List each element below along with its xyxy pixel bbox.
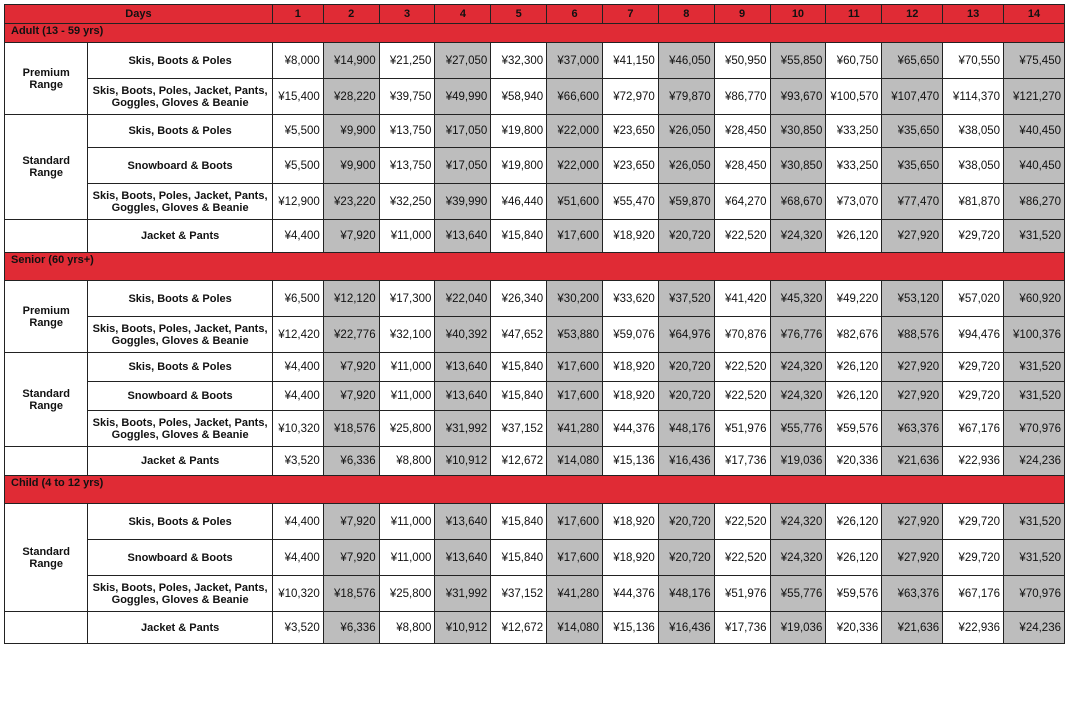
price-cell: ¥24,236 [1004,447,1065,476]
item-label: Skis, Boots, Poles, Jacket, Pants, Goggles, Gloves & Beanie [88,79,272,115]
range-label [5,447,88,476]
price-cell: ¥39,990 [435,184,491,220]
price-cell: ¥29,720 [943,382,1004,411]
price-cell: ¥4,400 [272,504,323,540]
price-cell: ¥47,652 [491,317,547,353]
item-label: Skis, Boots & Poles [88,504,272,540]
price-cell: ¥11,000 [379,504,435,540]
days-header: Days [5,5,273,24]
price-cell: ¥17,736 [714,447,770,476]
price-cell: ¥67,176 [943,411,1004,447]
table-row [5,220,1065,253]
range-label: Premium Range [5,43,88,115]
price-cell: ¥4,400 [272,353,323,382]
price-cell: ¥79,870 [658,79,714,115]
price-cell: ¥20,720 [658,382,714,411]
table-row [5,281,1065,317]
price-cell: ¥19,036 [770,612,826,644]
price-cell: ¥19,036 [770,447,826,476]
price-cell: ¥17,050 [435,115,491,148]
price-cell: ¥10,320 [272,576,323,612]
price-cell: ¥86,270 [1004,184,1065,220]
price-cell: ¥45,320 [770,281,826,317]
day-header-1: 1 [272,5,323,24]
price-cell: ¥8,800 [379,612,435,644]
price-cell: ¥75,450 [1004,43,1065,79]
price-cell: ¥22,936 [943,612,1004,644]
item-label: Snowboard & Boots [88,540,272,576]
price-cell: ¥3,520 [272,447,323,476]
price-cell: ¥22,520 [714,220,770,253]
item-label: Skis, Boots & Poles [88,281,272,317]
price-cell: ¥24,236 [1004,612,1065,644]
price-cell: ¥46,050 [658,43,714,79]
price-cell: ¥100,570 [826,79,882,115]
price-cell: ¥51,976 [714,411,770,447]
range-label: Premium Range [5,281,88,353]
item-label: Skis, Boots, Poles, Jacket, Pants, Goggles, Gloves & Beanie [88,184,272,220]
price-cell: ¥6,336 [323,612,379,644]
price-cell: ¥55,776 [770,411,826,447]
price-cell: ¥93,670 [770,79,826,115]
price-cell: ¥15,840 [491,220,547,253]
price-cell: ¥23,650 [602,148,658,184]
price-cell: ¥31,992 [435,576,491,612]
category-row [5,24,1065,43]
table-row [5,115,1065,148]
price-cell: ¥60,750 [826,43,882,79]
price-cell: ¥22,936 [943,447,1004,476]
price-cell: ¥31,520 [1004,504,1065,540]
price-cell: ¥17,600 [547,504,603,540]
price-cell: ¥19,800 [491,115,547,148]
price-cell: ¥31,520 [1004,540,1065,576]
table-row [5,79,1065,115]
price-cell: ¥55,470 [602,184,658,220]
header-row [5,5,1065,24]
price-cell: ¥37,000 [547,43,603,79]
price-cell: ¥63,376 [882,411,943,447]
price-cell: ¥20,720 [658,220,714,253]
price-cell: ¥13,640 [435,540,491,576]
category-title: Child (4 to 12 yrs) [5,476,1065,504]
table-row [5,612,1065,644]
price-cell: ¥22,520 [714,504,770,540]
price-cell: ¥4,400 [272,382,323,411]
price-cell: ¥48,176 [658,576,714,612]
price-cell: ¥14,080 [547,447,603,476]
price-cell: ¥17,050 [435,148,491,184]
price-cell: ¥20,720 [658,353,714,382]
price-cell: ¥24,320 [770,382,826,411]
price-cell: ¥27,920 [882,220,943,253]
price-cell: ¥13,640 [435,382,491,411]
category-title: Senior (60 yrs+) [5,253,1065,281]
price-cell: ¥40,392 [435,317,491,353]
range-label [5,220,88,253]
day-header-11: 11 [826,5,882,24]
item-label: Skis, Boots & Poles [88,43,272,79]
price-cell: ¥29,720 [943,353,1004,382]
price-cell: ¥29,720 [943,220,1004,253]
price-cell: ¥59,576 [826,576,882,612]
table-row [5,540,1065,576]
price-cell: ¥72,970 [602,79,658,115]
item-label: Skis, Boots & Poles [88,353,272,382]
price-cell: ¥26,340 [491,281,547,317]
category-row [5,253,1065,281]
price-cell: ¥31,520 [1004,353,1065,382]
table-row [5,504,1065,540]
price-cell: ¥25,800 [379,576,435,612]
price-cell: ¥12,420 [272,317,323,353]
price-cell: ¥22,520 [714,540,770,576]
item-label: Skis, Boots, Poles, Jacket, Pants, Goggles, Gloves & Beanie [88,411,272,447]
price-cell: ¥32,300 [491,43,547,79]
price-cell: ¥6,336 [323,447,379,476]
item-label: Skis, Boots & Poles [88,115,272,148]
table-body [5,5,1065,644]
range-label: Standard Range [5,353,88,447]
day-header-12: 12 [882,5,943,24]
price-cell: ¥26,120 [826,382,882,411]
price-cell: ¥4,400 [272,540,323,576]
price-cell: ¥6,500 [272,281,323,317]
table-row [5,43,1065,79]
price-cell: ¥86,770 [714,79,770,115]
price-cell: ¥17,600 [547,353,603,382]
price-cell: ¥22,776 [323,317,379,353]
price-cell: ¥38,050 [943,148,1004,184]
price-cell: ¥35,650 [882,115,943,148]
price-cell: ¥40,450 [1004,115,1065,148]
price-cell: ¥77,470 [882,184,943,220]
price-cell: ¥22,040 [435,281,491,317]
price-cell: ¥13,640 [435,220,491,253]
price-cell: ¥15,840 [491,353,547,382]
price-cell: ¥53,880 [547,317,603,353]
price-cell: ¥35,650 [882,148,943,184]
price-cell: ¥31,992 [435,411,491,447]
price-cell: ¥21,636 [882,447,943,476]
price-cell: ¥67,176 [943,576,1004,612]
price-cell: ¥48,176 [658,411,714,447]
price-cell: ¥41,150 [602,43,658,79]
price-cell: ¥18,920 [602,220,658,253]
price-cell: ¥57,020 [943,281,1004,317]
price-cell: ¥26,120 [826,353,882,382]
price-cell: ¥70,876 [714,317,770,353]
day-header-10: 10 [770,5,826,24]
price-cell: ¥16,436 [658,447,714,476]
price-cell: ¥29,720 [943,504,1004,540]
price-cell: ¥59,870 [658,184,714,220]
price-cell: ¥32,100 [379,317,435,353]
price-cell: ¥10,912 [435,447,491,476]
price-cell: ¥41,280 [547,576,603,612]
day-header-5: 5 [491,5,547,24]
rental-price-table [4,4,1065,644]
price-cell: ¥37,152 [491,411,547,447]
price-cell: ¥15,840 [491,540,547,576]
price-cell: ¥28,220 [323,79,379,115]
price-cell: ¥22,520 [714,382,770,411]
price-cell: ¥64,270 [714,184,770,220]
price-cell: ¥21,250 [379,43,435,79]
table-row [5,447,1065,476]
price-cell: ¥20,336 [826,612,882,644]
price-cell: ¥68,670 [770,184,826,220]
price-cell: ¥4,400 [272,220,323,253]
price-cell: ¥22,000 [547,148,603,184]
price-cell: ¥17,300 [379,281,435,317]
price-cell: ¥59,076 [602,317,658,353]
price-cell: ¥18,920 [602,504,658,540]
price-cell: ¥66,600 [547,79,603,115]
price-cell: ¥28,450 [714,148,770,184]
price-cell: ¥37,152 [491,576,547,612]
price-cell: ¥50,950 [714,43,770,79]
price-cell: ¥17,600 [547,220,603,253]
category-row [5,476,1065,504]
price-cell: ¥64,976 [658,317,714,353]
price-cell: ¥11,000 [379,540,435,576]
price-cell: ¥46,440 [491,184,547,220]
price-cell: ¥23,220 [323,184,379,220]
item-label: Jacket & Pants [88,612,272,644]
price-cell: ¥12,900 [272,184,323,220]
table-row [5,576,1065,612]
price-cell: ¥55,850 [770,43,826,79]
price-cell: ¥15,400 [272,79,323,115]
price-cell: ¥114,370 [943,79,1004,115]
price-cell: ¥107,470 [882,79,943,115]
price-cell: ¥121,270 [1004,79,1065,115]
price-cell: ¥60,920 [1004,281,1065,317]
price-cell: ¥32,250 [379,184,435,220]
price-cell: ¥7,920 [323,382,379,411]
price-cell: ¥20,720 [658,540,714,576]
item-label: Skis, Boots, Poles, Jacket, Pants, Goggles, Gloves & Beanie [88,576,272,612]
price-cell: ¥13,750 [379,115,435,148]
price-cell: ¥26,050 [658,148,714,184]
price-cell: ¥22,000 [547,115,603,148]
price-cell: ¥70,550 [943,43,1004,79]
day-header-7: 7 [602,5,658,24]
price-cell: ¥40,450 [1004,148,1065,184]
price-cell: ¥18,576 [323,411,379,447]
table-row [5,148,1065,184]
price-cell: ¥19,800 [491,148,547,184]
price-cell: ¥5,500 [272,115,323,148]
price-cell: ¥73,070 [826,184,882,220]
price-cell: ¥18,920 [602,540,658,576]
price-cell: ¥88,576 [882,317,943,353]
price-cell: ¥12,120 [323,281,379,317]
price-cell: ¥49,990 [435,79,491,115]
price-cell: ¥5,500 [272,148,323,184]
range-label: Standard Range [5,115,88,220]
price-cell: ¥27,920 [882,504,943,540]
day-header-9: 9 [714,5,770,24]
price-cell: ¥18,920 [602,382,658,411]
price-cell: ¥26,120 [826,220,882,253]
price-cell: ¥65,650 [882,43,943,79]
price-cell: ¥13,640 [435,353,491,382]
price-cell: ¥16,436 [658,612,714,644]
price-cell: ¥26,120 [826,540,882,576]
price-cell: ¥27,920 [882,353,943,382]
price-cell: ¥37,520 [658,281,714,317]
price-cell: ¥15,136 [602,612,658,644]
price-cell: ¥58,940 [491,79,547,115]
price-cell: ¥13,640 [435,504,491,540]
price-cell: ¥27,920 [882,382,943,411]
price-cell: ¥33,250 [826,148,882,184]
price-cell: ¥8,800 [379,447,435,476]
price-cell: ¥7,920 [323,540,379,576]
price-cell: ¥7,920 [323,220,379,253]
item-label: Jacket & Pants [88,447,272,476]
price-cell: ¥11,000 [379,353,435,382]
price-cell: ¥26,120 [826,504,882,540]
price-cell: ¥11,000 [379,382,435,411]
price-cell: ¥51,600 [547,184,603,220]
price-cell: ¥25,800 [379,411,435,447]
price-cell: ¥8,000 [272,43,323,79]
price-cell: ¥17,600 [547,540,603,576]
price-cell: ¥38,050 [943,115,1004,148]
price-cell: ¥70,976 [1004,411,1065,447]
table-row [5,353,1065,382]
price-cell: ¥41,420 [714,281,770,317]
day-header-13: 13 [943,5,1004,24]
table-row [5,317,1065,353]
day-header-14: 14 [1004,5,1065,24]
price-cell: ¥24,320 [770,220,826,253]
range-label [5,612,88,644]
price-cell: ¥18,920 [602,353,658,382]
price-cell: ¥81,870 [943,184,1004,220]
item-label: Skis, Boots, Poles, Jacket, Pants, Goggles, Gloves & Beanie [88,317,272,353]
day-header-8: 8 [658,5,714,24]
table-row [5,382,1065,411]
price-cell: ¥30,850 [770,148,826,184]
price-cell: ¥7,920 [323,504,379,540]
price-cell: ¥7,920 [323,353,379,382]
price-cell: ¥33,620 [602,281,658,317]
price-cell: ¥27,920 [882,540,943,576]
price-cell: ¥27,050 [435,43,491,79]
table-row [5,184,1065,220]
price-cell: ¥12,672 [491,447,547,476]
price-cell: ¥44,376 [602,576,658,612]
price-cell: ¥18,576 [323,576,379,612]
price-cell: ¥9,900 [323,115,379,148]
price-cell: ¥59,576 [826,411,882,447]
price-cell: ¥33,250 [826,115,882,148]
price-cell: ¥39,750 [379,79,435,115]
day-header-4: 4 [435,5,491,24]
price-cell: ¥20,336 [826,447,882,476]
price-cell: ¥13,750 [379,148,435,184]
price-cell: ¥100,376 [1004,317,1065,353]
price-cell: ¥30,200 [547,281,603,317]
item-label: Snowboard & Boots [88,148,272,184]
day-header-3: 3 [379,5,435,24]
price-cell: ¥28,450 [714,115,770,148]
price-cell: ¥3,520 [272,612,323,644]
price-cell: ¥15,840 [491,504,547,540]
price-cell: ¥94,476 [943,317,1004,353]
price-cell: ¥63,376 [882,576,943,612]
price-cell: ¥24,320 [770,540,826,576]
price-cell: ¥12,672 [491,612,547,644]
price-cell: ¥9,900 [323,148,379,184]
price-cell: ¥82,676 [826,317,882,353]
price-cell: ¥70,976 [1004,576,1065,612]
price-cell: ¥17,736 [714,612,770,644]
category-title: Adult (13 - 59 yrs) [5,24,1065,43]
price-cell: ¥55,776 [770,576,826,612]
price-cell: ¥49,220 [826,281,882,317]
day-header-2: 2 [323,5,379,24]
price-cell: ¥31,520 [1004,220,1065,253]
price-cell: ¥11,000 [379,220,435,253]
price-cell: ¥51,976 [714,576,770,612]
price-cell: ¥30,850 [770,115,826,148]
price-cell: ¥15,840 [491,382,547,411]
price-cell: ¥41,280 [547,411,603,447]
item-label: Snowboard & Boots [88,382,272,411]
price-cell: ¥24,320 [770,353,826,382]
day-header-6: 6 [547,5,603,24]
price-cell: ¥15,136 [602,447,658,476]
price-cell: ¥10,912 [435,612,491,644]
price-cell: ¥24,320 [770,504,826,540]
price-cell: ¥14,900 [323,43,379,79]
price-cell: ¥31,520 [1004,382,1065,411]
price-cell: ¥14,080 [547,612,603,644]
price-cell: ¥44,376 [602,411,658,447]
table-row [5,411,1065,447]
price-cell: ¥20,720 [658,504,714,540]
price-cell: ¥76,776 [770,317,826,353]
price-cell: ¥23,650 [602,115,658,148]
item-label: Jacket & Pants [88,220,272,253]
price-cell: ¥22,520 [714,353,770,382]
price-cell: ¥26,050 [658,115,714,148]
price-cell: ¥29,720 [943,540,1004,576]
range-label: Standard Range [5,504,88,612]
price-cell: ¥17,600 [547,382,603,411]
price-cell: ¥53,120 [882,281,943,317]
price-cell: ¥10,320 [272,411,323,447]
price-cell: ¥21,636 [882,612,943,644]
